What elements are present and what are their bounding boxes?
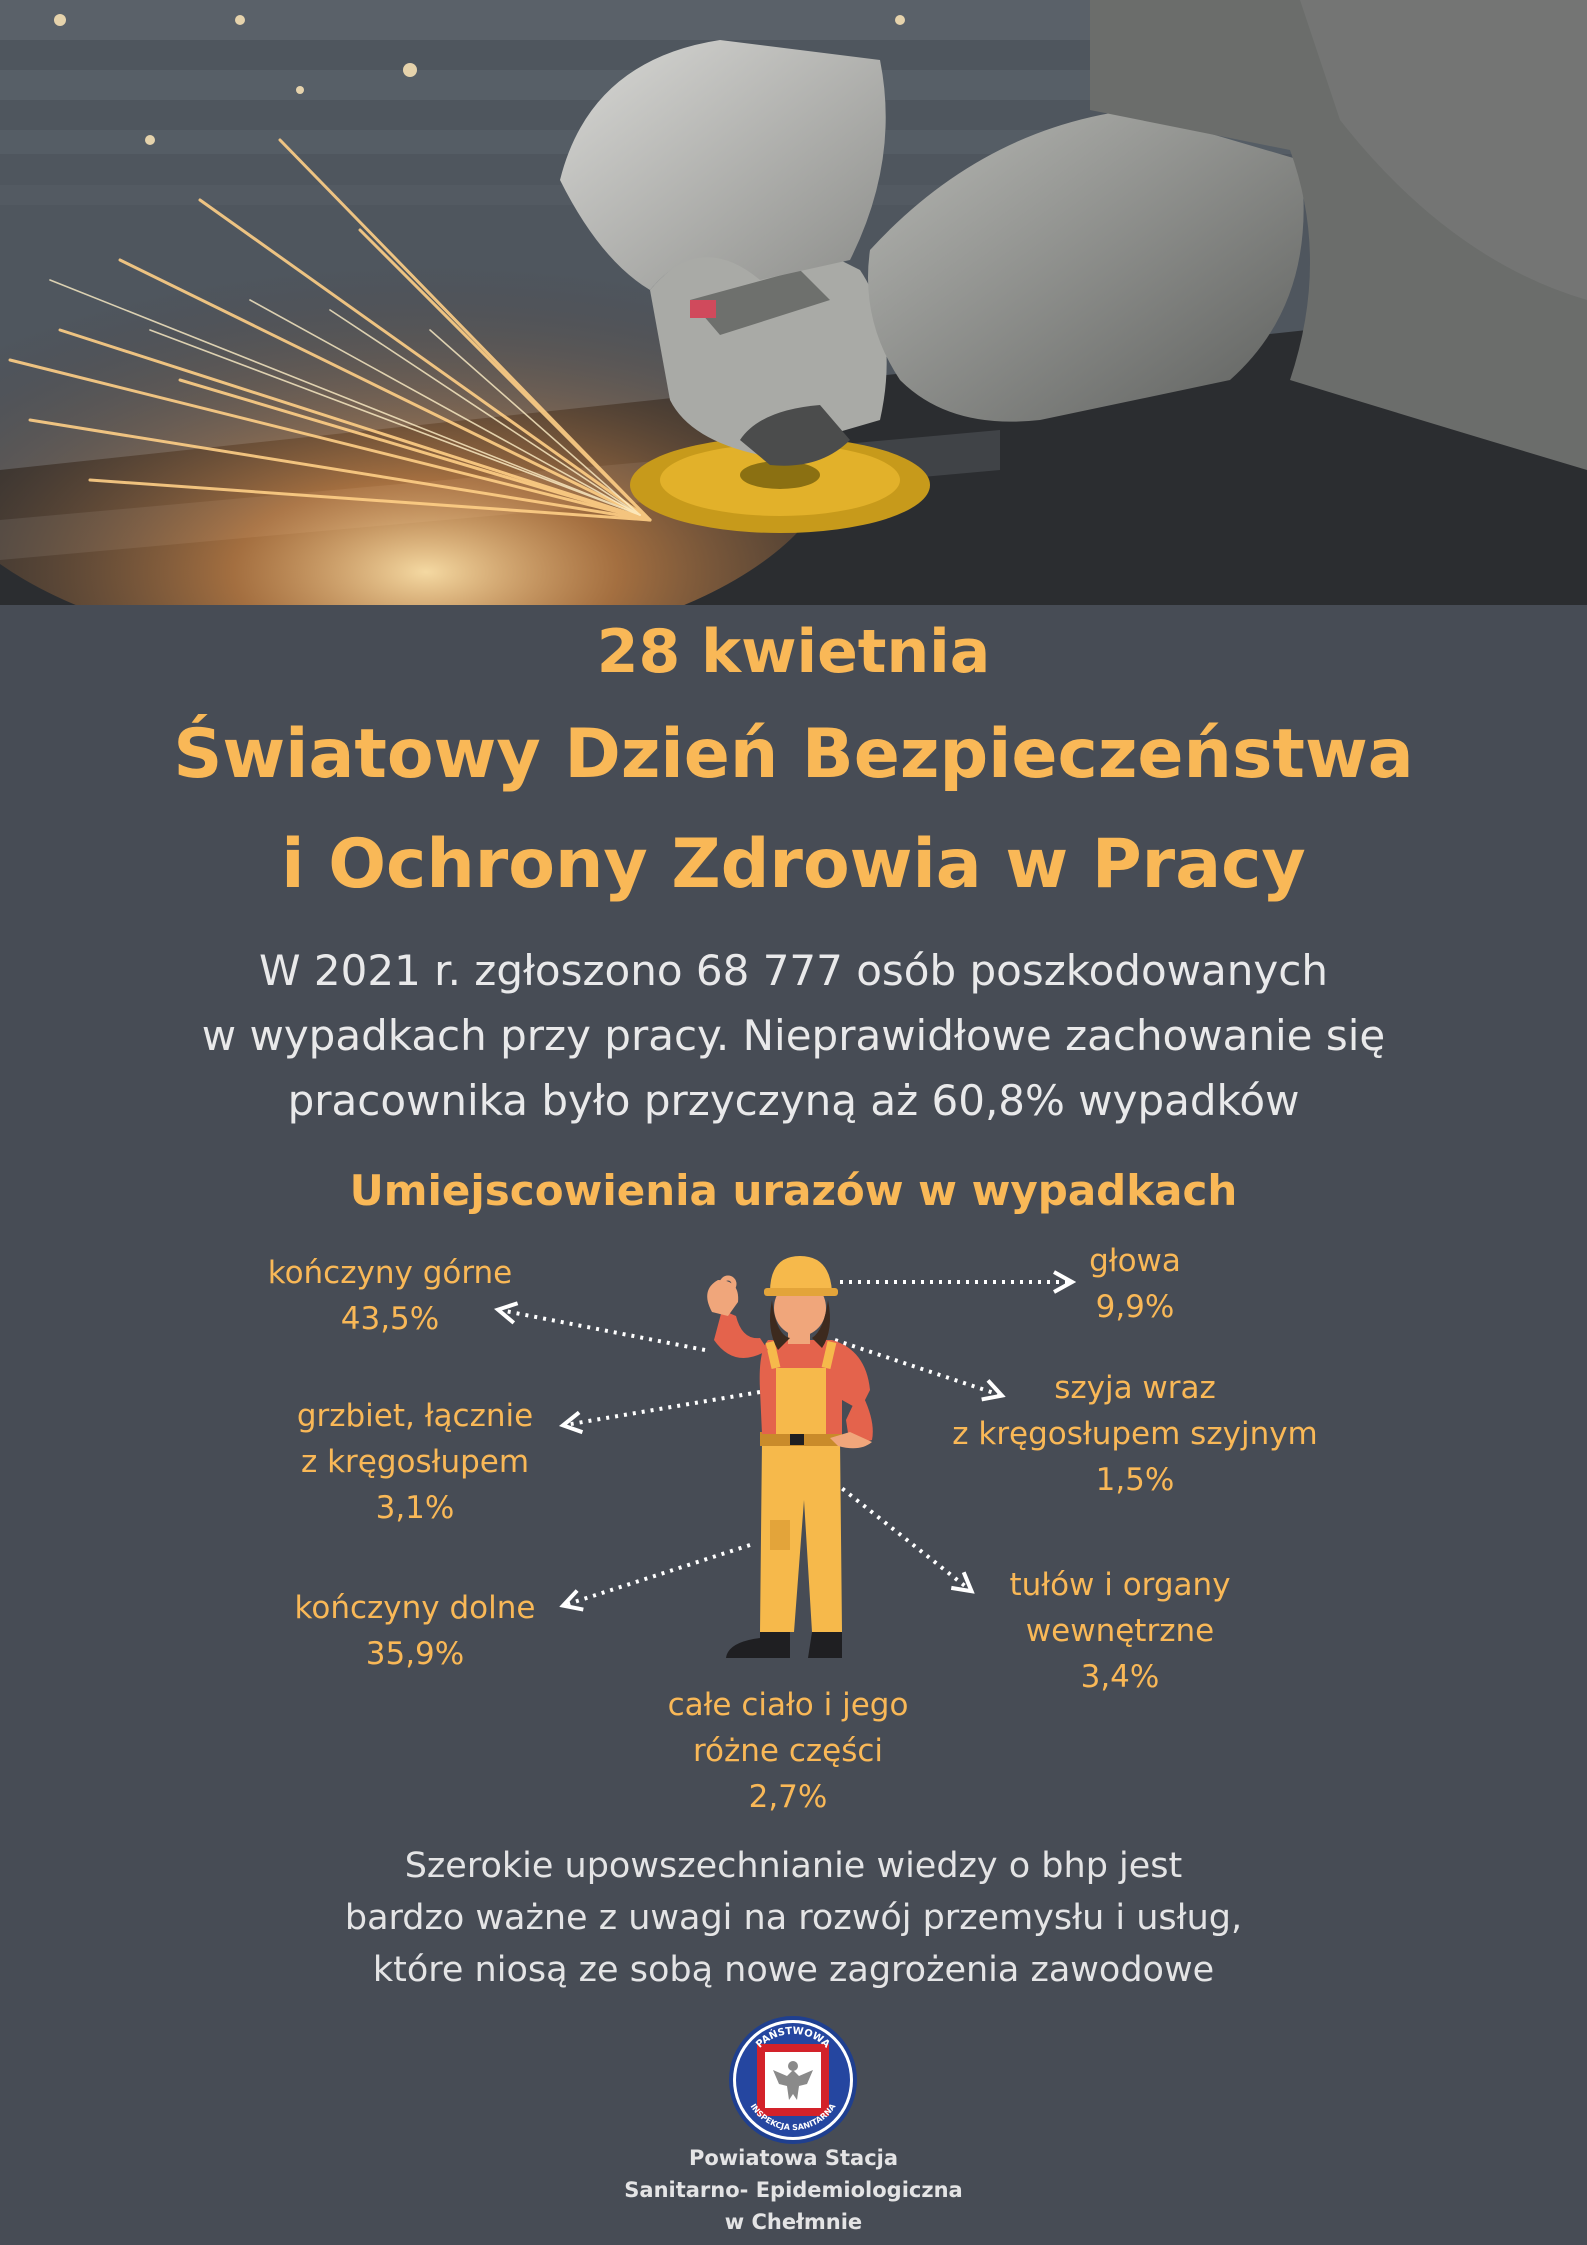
label-whole-body-value: 2,7% — [748, 1779, 828, 1815]
angle-grinder-illustration — [0, 0, 1587, 605]
title-main-line2: i Ochrony Zdrowia w Pracy — [281, 825, 1306, 904]
intro-line3: pracownika było przyczyną aż 60,8% wypadków — [287, 1076, 1300, 1125]
label-torso-text2: wewnętrzne — [1025, 1613, 1215, 1649]
sanitary-inspection-logo — [727, 2014, 859, 2146]
label-lower-limbs — [230, 1585, 600, 1677]
logo-bottom-text: INSPEKCJA SANITARNA — [748, 2102, 838, 2133]
label-upper-limbs — [200, 1250, 580, 1342]
org-line3: w Chełmnie — [724, 2210, 863, 2234]
intro-line2: w wypadkach przy pracy. Nieprawidłowe zachowanie się — [201, 1011, 1386, 1060]
closing-line1: Szerokie upowszechnianie wiedzy o bhp jest — [404, 1846, 1183, 1886]
logo-top-text: PAŃSTWOWA — [754, 2025, 832, 2051]
label-lower-limbs-text: kończyny dolne — [294, 1590, 536, 1626]
label-upper-limbs-text: kończyny górne — [267, 1255, 513, 1291]
intro-line1: W 2021 r. zgłoszono 68 777 osób poszkodowanych — [259, 946, 1328, 995]
label-lower-limbs-value: 35,9% — [365, 1636, 465, 1672]
label-back-value: 3,1% — [375, 1490, 455, 1526]
label-neck — [920, 1365, 1350, 1503]
label-head-text: głowa — [1089, 1243, 1181, 1279]
worker-figure — [707, 1256, 873, 1658]
org-line2: Sanitarno- Epidemiologiczna — [624, 2178, 963, 2202]
title-date: 28 kwietnia — [596, 617, 991, 687]
label-whole-body — [588, 1682, 988, 1820]
label-neck-text1: szyja wraz — [1054, 1370, 1216, 1406]
label-upper-limbs-value: 43,5% — [340, 1301, 440, 1337]
injuries-heading: Umiejscowienia urazów w wypadkach — [349, 1166, 1238, 1215]
label-whole-body-text2: różne części — [692, 1733, 884, 1769]
closing-line3: które niosą ze sobą nowe zagrożenia zawodowe — [372, 1950, 1215, 1990]
label-head-value: 9,9% — [1095, 1289, 1175, 1325]
label-back-text2: z kręgosłupem — [300, 1444, 530, 1480]
label-head — [1035, 1238, 1235, 1330]
title-main-line1: Światowy Dzień Bezpieczeństwa — [173, 715, 1414, 794]
label-torso-value: 3,4% — [1080, 1659, 1160, 1695]
org-line1: Powiatowa Stacja — [688, 2146, 899, 2170]
label-back — [230, 1393, 600, 1531]
header-photo — [0, 0, 1587, 605]
label-whole-body-text1: całe ciało i jego — [667, 1687, 909, 1723]
label-back-text1: grzbiet, łącznie — [296, 1398, 534, 1434]
label-neck-value: 1,5% — [1095, 1462, 1175, 1498]
label-torso — [940, 1562, 1300, 1700]
label-neck-text2: z kręgosłupem szyjnym — [952, 1416, 1318, 1452]
closing-line2: bardzo ważne z uwagi na rozwój przemysłu i usług, — [344, 1898, 1243, 1938]
label-torso-text1: tułów i organy — [1009, 1567, 1231, 1603]
